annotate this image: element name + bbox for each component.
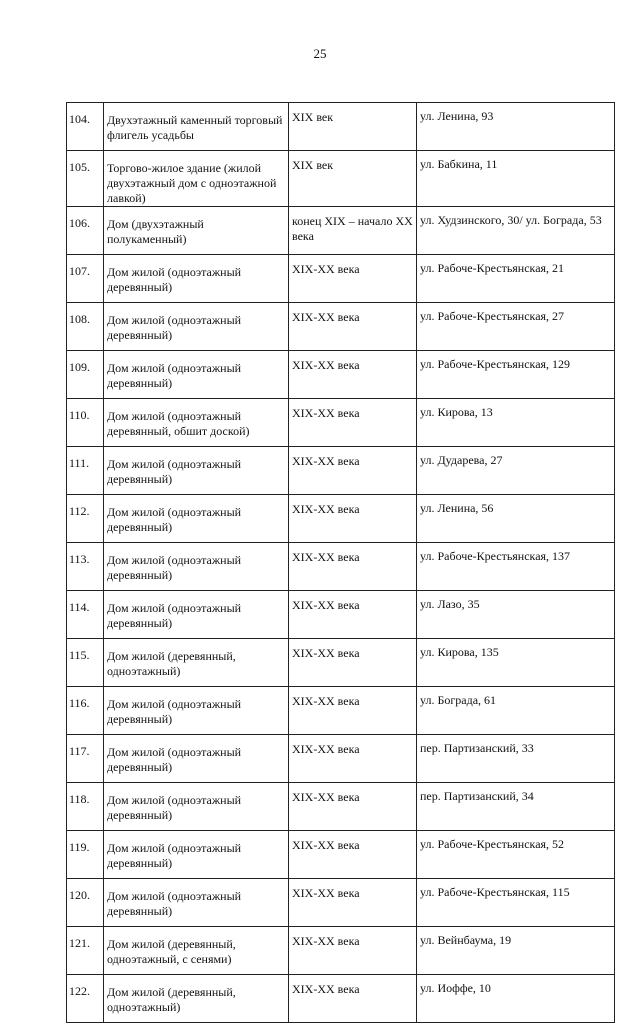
object-address: ул. Ленина, 93 bbox=[417, 103, 615, 151]
object-address: ул. Рабоче-Крестьянская, 129 bbox=[417, 351, 615, 399]
object-address: ул. Кирова, 13 bbox=[417, 399, 615, 447]
table-row bbox=[67, 151, 615, 207]
row-number: 121. bbox=[67, 927, 104, 975]
object-name: Дом жилой (деревянный, одноэтажный, с сенями) bbox=[104, 927, 289, 975]
row-number: 117. bbox=[67, 735, 104, 783]
object-period: XIX-XX века bbox=[289, 831, 417, 879]
object-period: XIX-XX века bbox=[289, 351, 417, 399]
object-name: Дом жилой (одноэтажный деревянный, обшит доской) bbox=[104, 399, 289, 447]
object-name: Дом жилой (одноэтажный деревянный) bbox=[104, 351, 289, 399]
object-name: Дом жилой (деревянный, одноэтажный) bbox=[104, 975, 289, 1023]
table-row bbox=[67, 591, 615, 639]
object-period: XIX-XX века bbox=[289, 927, 417, 975]
object-period: конец XIX – начало XX века bbox=[289, 207, 417, 255]
object-address: ул. Иоффе, 10 bbox=[417, 975, 615, 1023]
row-number: 112. bbox=[67, 495, 104, 543]
table-row bbox=[67, 687, 615, 735]
table-row bbox=[67, 783, 615, 831]
row-number: 119. bbox=[67, 831, 104, 879]
object-address: пер. Партизанский, 33 bbox=[417, 735, 615, 783]
object-period: XIX-XX века bbox=[289, 255, 417, 303]
object-name: Торгово-жилое здание (жилой двухэтажный дом с одноэтажной лавкой) bbox=[104, 151, 289, 207]
row-number: 122. bbox=[67, 975, 104, 1023]
table-row bbox=[67, 879, 615, 927]
object-name: Дом жилой (одноэтажный деревянный) bbox=[104, 303, 289, 351]
table-row bbox=[67, 399, 615, 447]
heritage-objects-table bbox=[66, 102, 615, 1023]
object-address: ул. Рабоче-Крестьянская, 137 bbox=[417, 543, 615, 591]
table-body bbox=[67, 103, 615, 1023]
table-row bbox=[67, 495, 615, 543]
object-name: Дом жилой (деревянный, одноэтажный) bbox=[104, 639, 289, 687]
object-period: XIX-XX века bbox=[289, 975, 417, 1023]
object-address: ул. Лазо, 35 bbox=[417, 591, 615, 639]
object-address: ул. Рабоче-Крестьянская, 21 bbox=[417, 255, 615, 303]
table-row bbox=[67, 975, 615, 1023]
row-number: 114. bbox=[67, 591, 104, 639]
table-row bbox=[67, 351, 615, 399]
object-address: ул. Кирова, 135 bbox=[417, 639, 615, 687]
row-number: 109. bbox=[67, 351, 104, 399]
object-name: Дом жилой (одноэтажный деревянный) bbox=[104, 687, 289, 735]
table-row bbox=[67, 447, 615, 495]
object-name: Дом жилой (одноэтажный деревянный) bbox=[104, 255, 289, 303]
page-number: 25 bbox=[313, 46, 327, 61]
object-period: XIX-XX века bbox=[289, 303, 417, 351]
object-address: ул. Рабоче-Крестьянская, 52 bbox=[417, 831, 615, 879]
object-period: XIX-XX века bbox=[289, 447, 417, 495]
object-name: Дом жилой (одноэтажный деревянный) bbox=[104, 831, 289, 879]
object-address: ул. Ленина, 56 bbox=[417, 495, 615, 543]
row-number: 115. bbox=[67, 639, 104, 687]
row-number: 116. bbox=[67, 687, 104, 735]
object-period: XIX-XX века bbox=[289, 879, 417, 927]
object-period: XIX век bbox=[289, 103, 417, 151]
table-row bbox=[67, 639, 615, 687]
table-row bbox=[67, 207, 615, 255]
object-address: ул. Рабоче-Крестьянская, 27 bbox=[417, 303, 615, 351]
object-name: Дом жилой (одноэтажный деревянный) bbox=[104, 447, 289, 495]
row-number: 120. bbox=[67, 879, 104, 927]
table-row bbox=[67, 255, 615, 303]
object-address: ул. Дударева, 27 bbox=[417, 447, 615, 495]
row-number: 110. bbox=[67, 399, 104, 447]
table-row bbox=[67, 831, 615, 879]
object-address: ул. Бабкина, 11 bbox=[417, 151, 615, 207]
object-name: Двухэтажный каменный торговый флигель усадьбы bbox=[104, 103, 289, 151]
object-period: XIX-XX века bbox=[289, 783, 417, 831]
object-address: пер. Партизанский, 34 bbox=[417, 783, 615, 831]
object-address: ул. Рабоче-Крестьянская, 115 bbox=[417, 879, 615, 927]
object-name: Дом жилой (одноэтажный деревянный) bbox=[104, 543, 289, 591]
object-name: Дом жилой (одноэтажный деревянный) bbox=[104, 879, 289, 927]
row-number: 105. bbox=[67, 151, 104, 207]
object-period: XIX-XX века bbox=[289, 399, 417, 447]
table-row bbox=[67, 543, 615, 591]
object-address: ул. Бограда, 61 bbox=[417, 687, 615, 735]
table-row bbox=[67, 735, 615, 783]
table-row bbox=[67, 927, 615, 975]
object-name: Дом жилой (одноэтажный деревянный) bbox=[104, 783, 289, 831]
object-name: Дом жилой (одноэтажный деревянный) bbox=[104, 735, 289, 783]
table-row bbox=[67, 303, 615, 351]
object-period: XIX-XX века bbox=[289, 543, 417, 591]
row-number: 118. bbox=[67, 783, 104, 831]
object-name: Дом жилой (одноэтажный деревянный) bbox=[104, 495, 289, 543]
object-period: XIX-XX века bbox=[289, 687, 417, 735]
object-period: XIX-XX века bbox=[289, 591, 417, 639]
object-address: ул. Вейнбаума, 19 bbox=[417, 927, 615, 975]
object-period: XIX век bbox=[289, 151, 417, 207]
row-number: 113. bbox=[67, 543, 104, 591]
table-row bbox=[67, 103, 615, 151]
row-number: 108. bbox=[67, 303, 104, 351]
object-period: XIX-XX века bbox=[289, 735, 417, 783]
row-number: 106. bbox=[67, 207, 104, 255]
row-number: 104. bbox=[67, 103, 104, 151]
row-number: 107. bbox=[67, 255, 104, 303]
object-address: ул. Худзинского, 30/ ул. Бограда, 53 bbox=[417, 207, 615, 255]
object-period: XIX-XX века bbox=[289, 639, 417, 687]
object-name: Дом жилой (одноэтажный деревянный) bbox=[104, 591, 289, 639]
object-name: Дом (двухэтажный полукаменный) bbox=[104, 207, 289, 255]
object-period: XIX-XX века bbox=[289, 495, 417, 543]
row-number: 111. bbox=[67, 447, 104, 495]
